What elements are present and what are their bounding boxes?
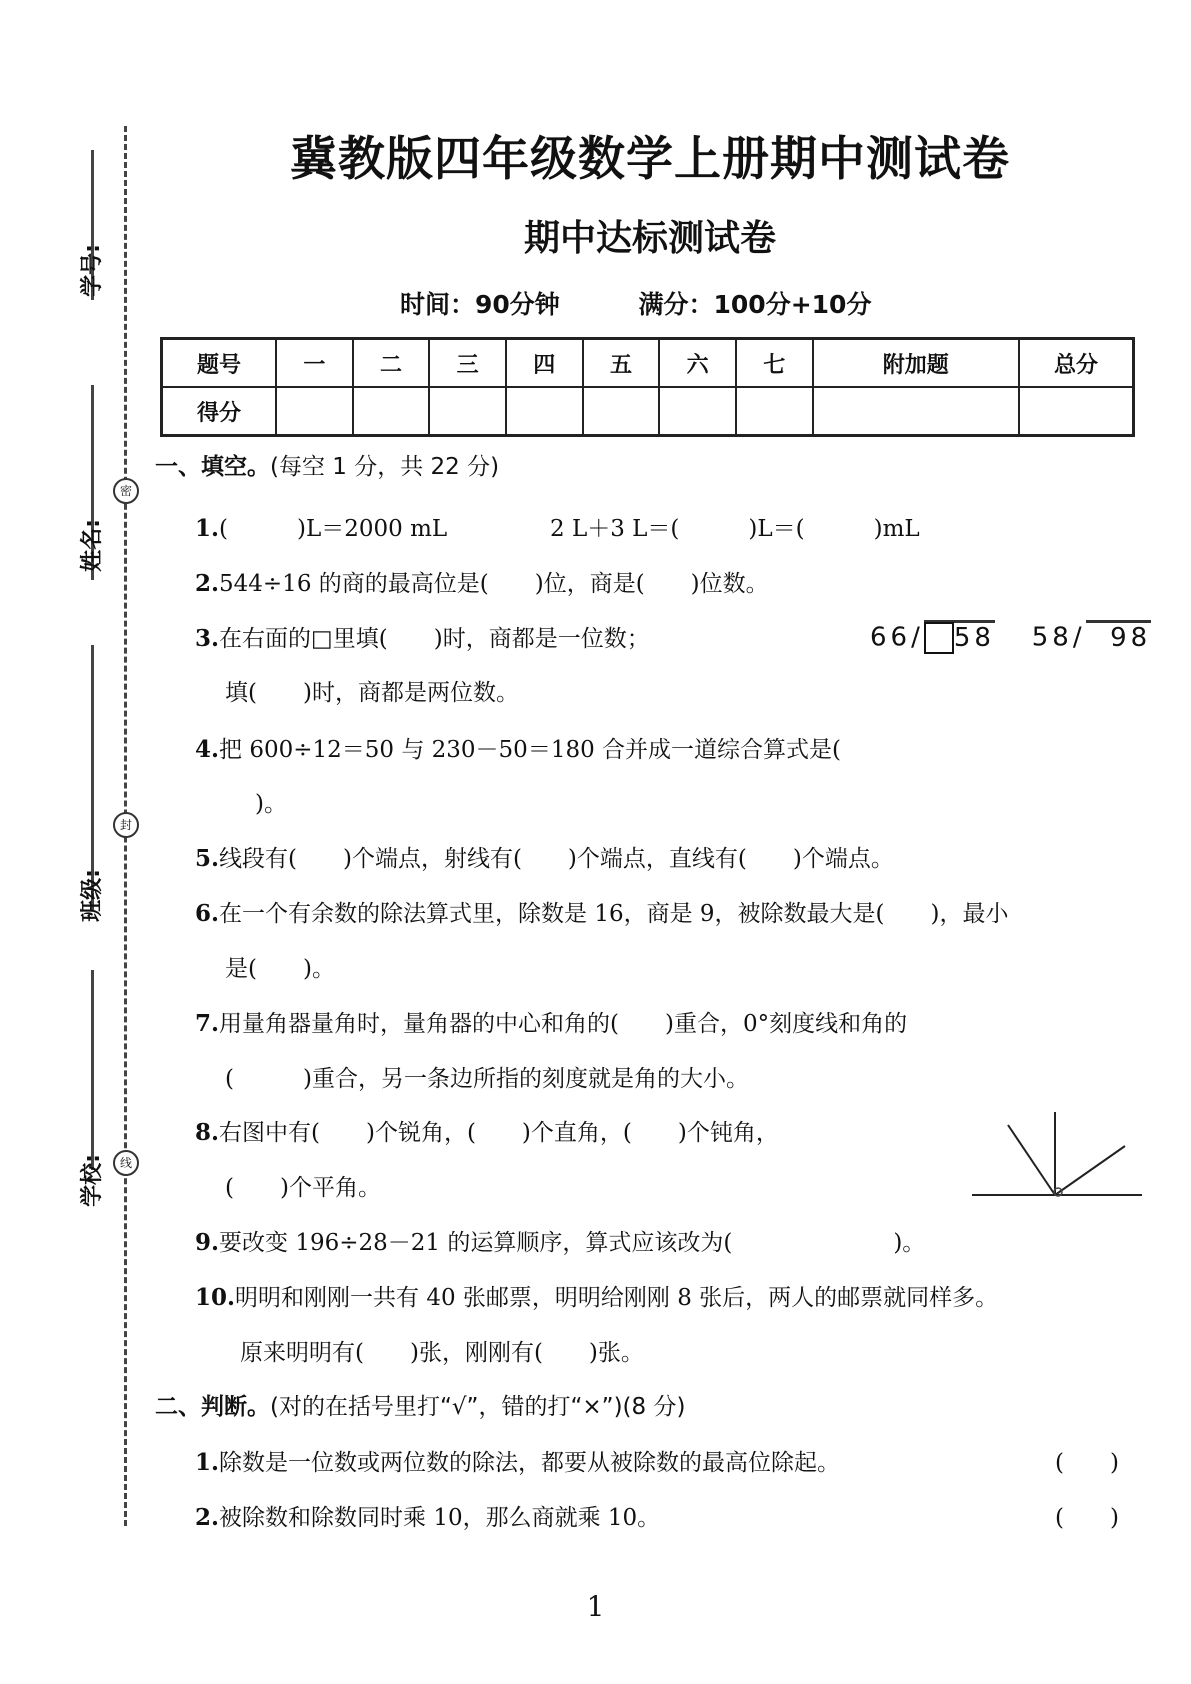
page-title: 冀教版四年级数学上册期中测试卷	[290, 132, 1010, 187]
cell-score-label: 得分	[162, 387, 277, 436]
school-label: 学校:	[79, 1154, 105, 1207]
score-cell[interactable]	[506, 387, 583, 436]
score-cell[interactable]	[429, 387, 506, 436]
blank-box[interactable]	[924, 622, 954, 654]
question-4-cont: )。	[255, 791, 287, 817]
score-table-score-row	[162, 387, 1134, 436]
score-cell[interactable]	[276, 387, 353, 436]
cell-header: 附加题	[813, 339, 1019, 388]
judge-answer-1[interactable]: ( )	[1055, 1450, 1119, 1476]
question-8-cont: ( )个平角。	[225, 1175, 381, 1201]
question-3: 3.在右面的□里填( )时，商都是一位数；	[195, 625, 650, 652]
cell-header: 五	[583, 339, 660, 388]
section1-heading: 一、填空。(每空 1 分，共 22 分)	[155, 454, 500, 480]
score-cell[interactable]	[736, 387, 813, 436]
class-label: 班级:	[79, 869, 105, 922]
score-cell[interactable]	[353, 387, 430, 436]
question-7-cont: ( )重合，另一条边所指的刻度就是角的大小。	[225, 1066, 749, 1092]
school-line	[91, 970, 94, 1170]
page-number: 1	[586, 1590, 605, 1623]
question-2: 2.544÷16 的商的最高位是( )位，商是( )位数。	[195, 570, 769, 597]
seal-xian-icon: 线	[113, 1150, 139, 1176]
question-6-cont: 是( )。	[225, 956, 335, 982]
cell-header: 三	[429, 339, 506, 388]
question-10-cont: 原来明明有( )张，刚刚有( )张。	[240, 1340, 644, 1366]
cell-header: 总分	[1019, 339, 1134, 388]
score-table	[160, 337, 1135, 437]
question-4: 4.把 600÷12＝50 与 230－50＝180 合并成一道综合算式是(	[195, 736, 842, 763]
score-cell[interactable]	[813, 387, 1019, 436]
angle-diagram-icon	[970, 1110, 1150, 1200]
question-1: 1.( )L＝2000 mL	[195, 515, 448, 542]
cell-header: 一	[276, 339, 353, 388]
exam-full-score: 满分：100分+10分	[638, 290, 872, 319]
cell-header: 题号	[162, 339, 277, 388]
judge-answer-2[interactable]: ( )	[1055, 1505, 1119, 1531]
division-bracket-1: 58	[924, 620, 995, 653]
student-id-label: 学号:	[79, 244, 105, 297]
seal-mi-icon: 密	[113, 478, 139, 504]
judge-item-2: 2.被除数和除数同时乘 10，那么商就乘 10。	[195, 1504, 661, 1531]
question-8: 8.右图中有( )个锐角，( )个直角，( )个钝角，	[195, 1119, 779, 1146]
question-6: 6.在一个有余数的除法算式里，除数是 16，商是 9，被除数最大是( )，最小	[195, 900, 1009, 927]
score-cell[interactable]	[1019, 387, 1134, 436]
question-7: 7.用量角器量角时，量角器的中心和角的( )重合，0°刻度线和角的	[195, 1010, 908, 1037]
cell-header: 六	[659, 339, 736, 388]
score-table-header-row	[162, 339, 1134, 388]
division-bracket-2: 98	[1086, 620, 1152, 653]
question-3-cont: 填( )时，商都是两位数。	[225, 680, 519, 706]
score-cell[interactable]	[583, 387, 660, 436]
name-label: 姓名:	[79, 519, 105, 572]
question-1b: 2 L＋3 L＝( )L＝( )mL	[550, 516, 920, 542]
page-subtitle: 期中达标测试卷	[523, 218, 776, 259]
exam-meta	[400, 285, 941, 321]
question-10: 10.明明和刚刚一共有 40 张邮票，明明给刚刚 8 张后，两人的邮票就同样多。	[195, 1284, 999, 1311]
judge-item-1: 1.除数是一位数或两位数的除法，都要从被除数的最高位除起。	[195, 1449, 841, 1476]
cell-header: 四	[506, 339, 583, 388]
division-expressions: 66/ 58 58/ 98	[870, 622, 1151, 654]
seal-feng-icon: 封	[113, 812, 139, 838]
section2-heading: 二、判断。(对的在括号里打“√”，错的打“×”)(8 分)	[155, 1394, 686, 1420]
cell-header: 七	[736, 339, 813, 388]
question-5: 5.线段有( )个端点，射线有( )个端点，直线有( )个端点。	[195, 845, 894, 872]
exam-time: 时间：90分钟	[400, 290, 560, 319]
score-cell[interactable]	[659, 387, 736, 436]
question-9: 9.要改变 196÷28－21 的运算顺序，算式应该改为( )。	[195, 1229, 926, 1256]
cell-header: 二	[353, 339, 430, 388]
